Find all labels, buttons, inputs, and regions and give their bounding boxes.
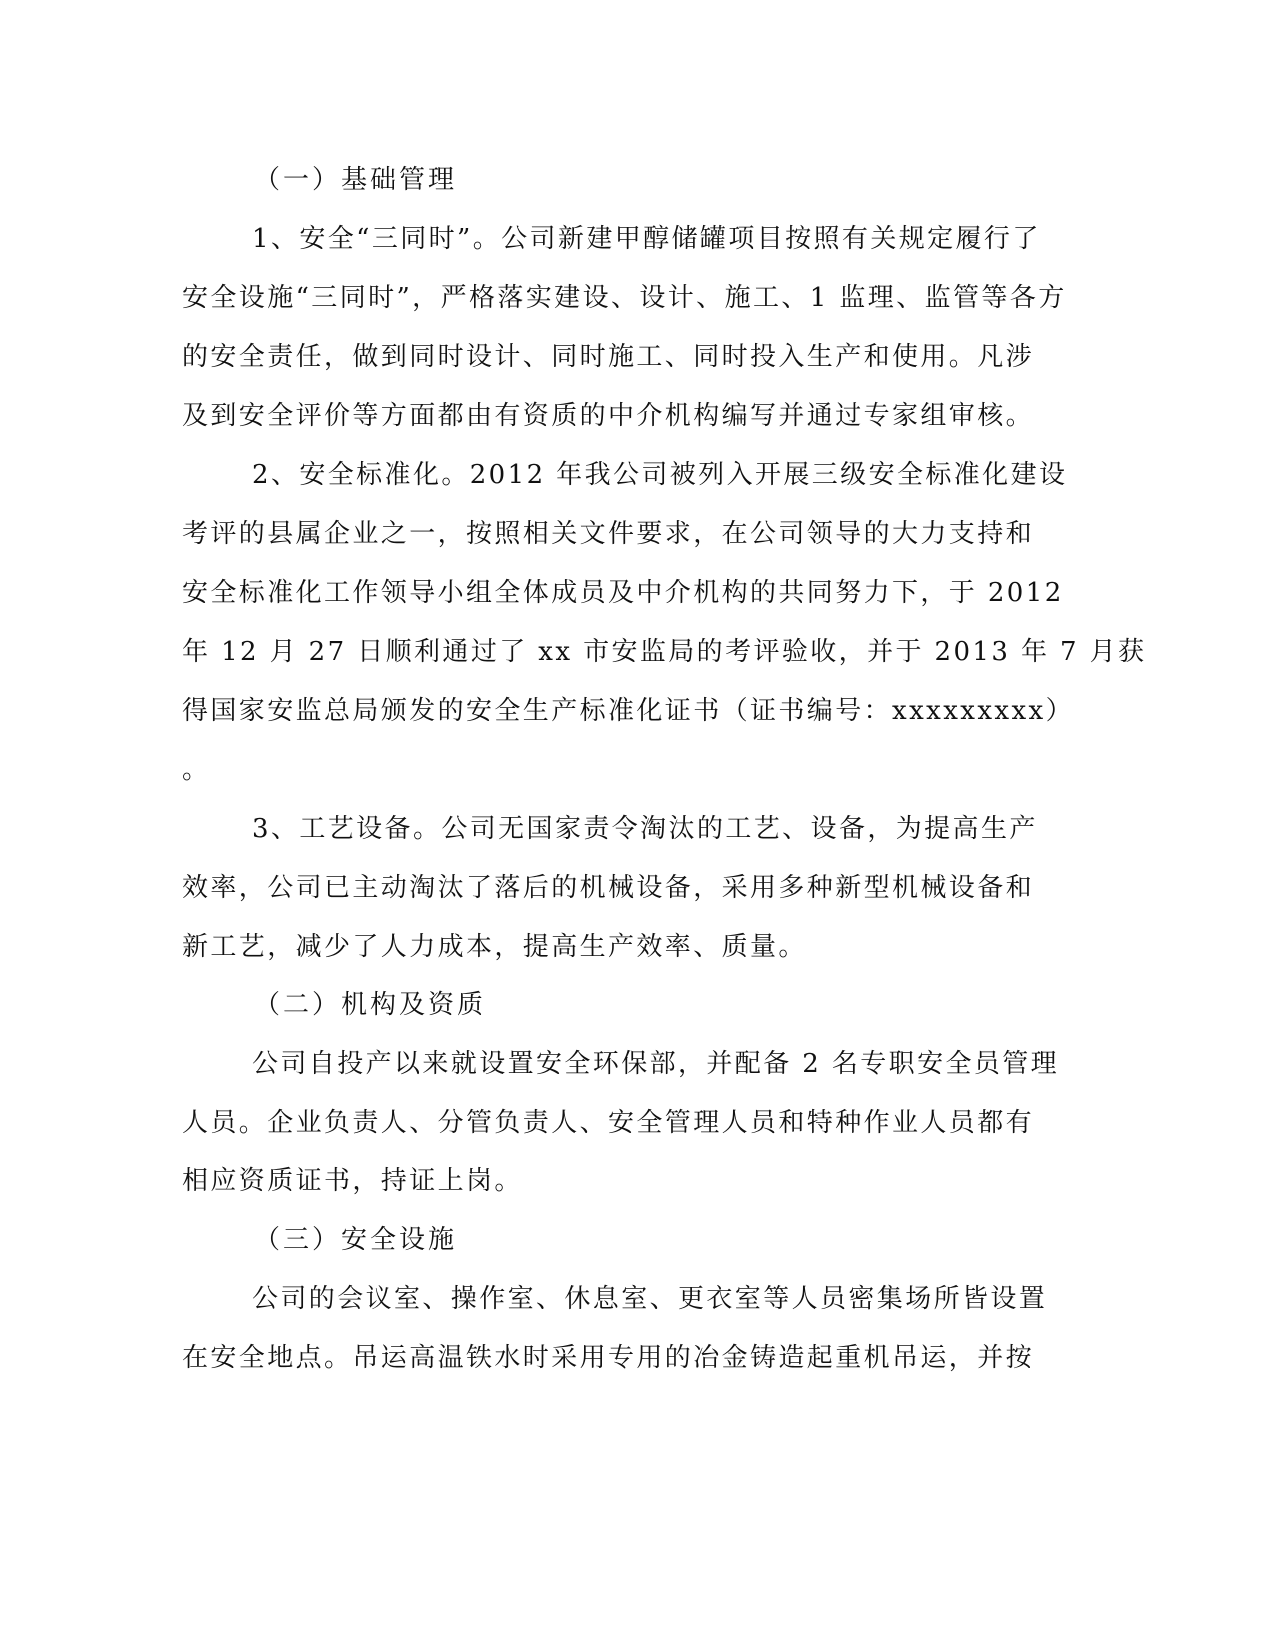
paragraph-line: 安全标准化工作领导小组全体成员及中介机构的共同努力下，于 2012 <box>182 578 1064 608</box>
section-heading-basic-management: （一）基础管理 <box>254 165 458 195</box>
paragraph-line: 2、安全标准化。2012 年我公司被列入开展三级安全标准化建设 <box>252 460 1068 490</box>
paragraph-line: 相应资质证书，持证上岗。 <box>182 1166 523 1196</box>
section-heading-safety-facilities: （三）安全设施 <box>254 1225 458 1255</box>
paragraph-line: 得国家安监总局颁发的安全生产标准化证书（证书编号：xxxxxxxxx） <box>182 696 1074 726</box>
paragraph-line: 年 12 月 27 日顺利通过了 xx 市安监局的考评验收，并于 2013 年 7 月获 <box>182 637 1147 667</box>
paragraph-line: 人员。企业负责人、分管负责人、安全管理人员和特种作业人员都有 <box>182 1108 1035 1138</box>
paragraph-line: 。 <box>182 755 211 785</box>
paragraph-line: 公司的会议室、操作室、休息室、更衣室等人员密集场所皆设置 <box>252 1284 1048 1314</box>
paragraph-line: 安全设施“三同时”，严格落实建设、设计、施工、1 监理、监管等各方 <box>182 283 1067 313</box>
paragraph-line: 新工艺，减少了人力成本，提高生产效率、质量。 <box>182 932 807 962</box>
section-heading-organization: （二）机构及资质 <box>254 990 487 1020</box>
paragraph-line: 1、安全“三同时”。公司新建甲醇储罐项目按照有关规定履行了 <box>252 224 1041 254</box>
paragraph-line: 公司自投产以来就设置安全环保部，并配备 2 名专职安全员管理 <box>252 1049 1060 1079</box>
paragraph-line: 考评的县属企业之一，按照相关文件要求，在公司领导的大力支持和 <box>182 519 1035 549</box>
paragraph-line: 3、工艺设备。公司无国家责令淘汰的工艺、设备，为提高生产 <box>252 814 1038 844</box>
paragraph-line: 的安全责任，做到同时设计、同时施工、同时投入生产和使用。凡涉 <box>182 342 1035 372</box>
paragraph-line: 效率，公司已主动淘汰了落后的机械设备，采用多种新型机械设备和 <box>182 873 1035 903</box>
paragraph-line: 及到安全评价等方面都由有资质的中介机构编写并通过专家组审核。 <box>182 401 1035 431</box>
paragraph-line: 在安全地点。吊运高温铁水时采用专用的冶金铸造起重机吊运，并按 <box>182 1343 1035 1373</box>
